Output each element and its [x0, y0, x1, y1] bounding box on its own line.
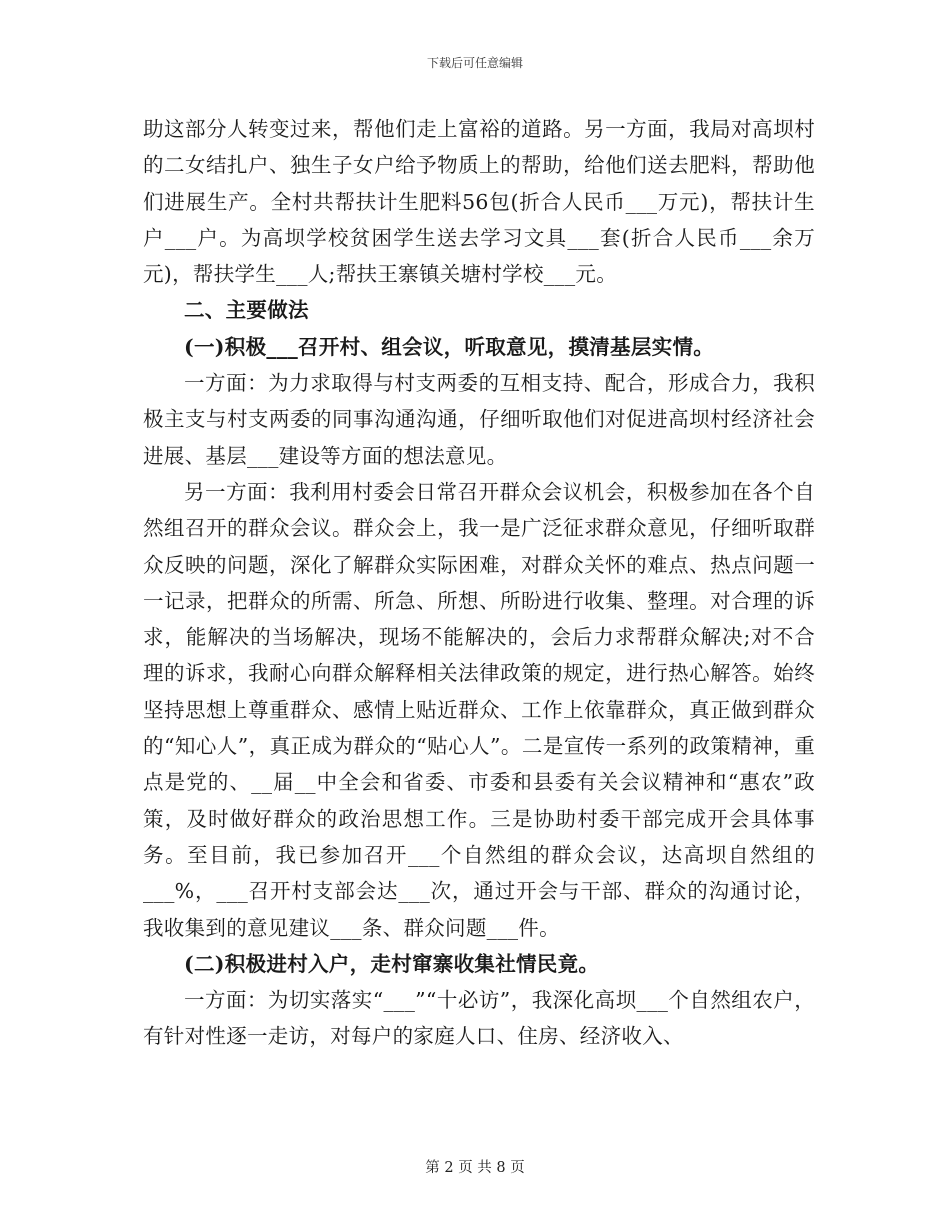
subsection-heading-2: (二)积极进村入户，走村窜寨收集社情民竟。	[184, 951, 600, 976]
paragraph-first-aspect: 一方面：为力求取得与村支两委的互相支持、配合，形成合力，我积极主支与村支两委的同事沟通沟通，仔细听取他们对促进高坝村经济社会进展、基层___建设等方面的想法意见。	[143, 371, 815, 468]
paragraph-second-aspect: 另一方面：我利用村委会日常召开群众会议机会，积极参加在各个自然组召开的群众会议。群众会上，我一是广泛征求群众意见，仔细听取群众反映的问题，深化了解群众实际困难，对群众关怀的难点、热点问题一一记录，把群众的所需、所急、所想、所盼进行收集、整理。对合理的诉求，能解决的当场解决，现场不能解决的，会后力求帮群众解决;对不合理的诉求，我耐心向群众解释相关法律政策的规定，进行热心解答。始终坚持思想上尊重群众、感情上贴近群众、工作上依靠群众，真正做到群众的“知心人”，真正成为群众的“贴心人”。二是宣传一系列的政策精神，重点是党的、__届__中全会和省委、市委和县委有关会议精神和“惠农”政策，及时做好群众的政治思想工作。三是协助村委干部完成开会具体事务。至目前，我已参加召开___个自然组的群众会议，达高坝自然组的___%，___召开村支部会达___次，通过开会与干部、群众的沟通讨论，我收集到的意见建议___条、群众问题___件。	[143, 479, 815, 940]
page-header: 下载后可任意编辑	[426, 56, 523, 70]
paragraph-visits: 一方面：为切实落实“___”“十必访”，我深化高坝___个自然组农户，有针对性逐一走访，对每户的家庭人口、住房、经济收入、	[143, 988, 815, 1049]
subsection-heading-1: (一)积极___召开村、组会议，听取意见，摸清基层实情。	[184, 334, 715, 359]
document-body	[143, 111, 815, 1055]
paragraph-continuation: 助这部分人转变过来，帮他们走上富裕的道路。另一方面，我局对高坝村的二女结扎户、独生子女户给予物质上的帮助，给他们送去肥料，帮助他们进展生产。全村共帮扶计生肥料56包(折合人民币___万元)，帮扶计生户___户。为高坝学校贫困学生送去学习文具___套(折合人民币___余万元)，帮扶学生___人;帮扶王寨镇关塘村学校___元。	[143, 117, 815, 287]
page-number: 第 2 页 共 8 页	[425, 1160, 525, 1176]
section-heading: 二、主要做法	[184, 298, 309, 323]
